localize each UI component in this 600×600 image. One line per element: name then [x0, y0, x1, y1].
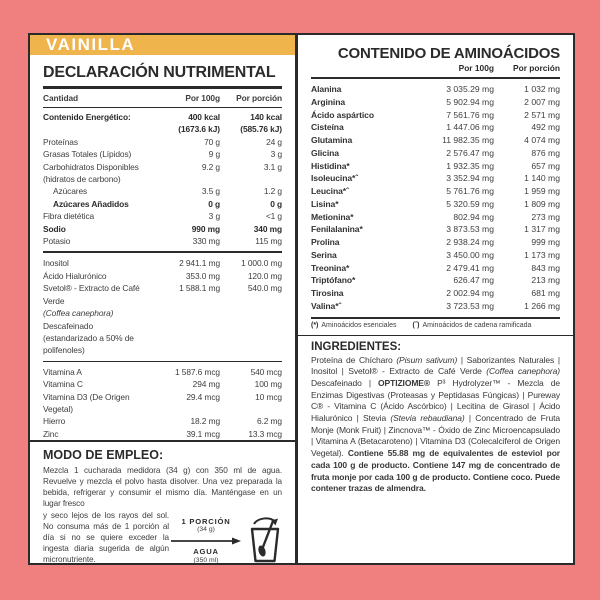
amino-row-triptofano [311, 274, 560, 287]
row-value-portion: 876 mg [531, 147, 560, 158]
row-value-portion [220, 307, 282, 332]
table-row-svetol-standard-note [43, 332, 282, 357]
usage-text: Mezcla 1 cucharada medidora (34 g) con 350 ml de agua. Revuelve y mezcla el polvo hasta disolver. Una vez preparada la bebida, refrigerar y consumir el mismo día. Manténgase en un lugar fresco [43, 466, 282, 509]
row-value-portion: 1 266 mg [524, 300, 560, 311]
ingredients-segment: P³ Hydrolyzer™ - Mezcla de Enzimas Digestivas (Proteasas y Peptidasas Fúngicas) | Pureway C® - Vitamina C (Ácido Ascórbico) | Lecitina de Girasol | Ácido Hialurónico | Stevia [311, 377, 561, 424]
latin-name: (Coffea canephora) [43, 308, 114, 319]
footnote-text: Aminoácidos esenciales [321, 321, 397, 329]
amino-row-isoleucina [311, 172, 560, 185]
amino-row-metionina [311, 211, 560, 224]
row-value-100g: 3 450.00 mg [446, 249, 494, 260]
row-label: Fenilalanina* [311, 224, 363, 235]
row-value-portion: (585.76 kJ) [240, 124, 282, 135]
row-value-portion: 100 mg [254, 379, 282, 390]
divider [311, 77, 560, 79]
row-value-portion: 1 032 mg [524, 84, 560, 94]
table-row-iron [43, 415, 282, 427]
row-label: Vitamina D3 (De Origen Vegetal) [43, 391, 130, 414]
row-label [43, 123, 148, 135]
row-value-100g: 400 kcal [188, 112, 220, 122]
row-value-100g: 3 723.53 mg [446, 300, 494, 311]
preparation-diagram [169, 510, 282, 565]
usage-bottom-row [43, 510, 282, 565]
row-value-portion: 4 074 mg [524, 135, 560, 145]
divider [43, 86, 282, 89]
nutrition-column [30, 35, 298, 563]
row-value-portion: 3.1 g [263, 161, 282, 172]
usage-instructions-section [30, 440, 295, 573]
amino-row-treonina [311, 262, 560, 275]
label-panel [28, 33, 575, 565]
nutrition-facts-section [30, 55, 295, 440]
row-value-100g: 18.2 mg [190, 416, 220, 427]
row-value-portion: 273 mg [531, 211, 560, 222]
row-value-portion: 681 mg [531, 288, 560, 298]
col-header-per100g: Por 100g [185, 93, 220, 103]
row-value-portion: 540.0 mg [247, 283, 282, 294]
row-label: Ácido aspártico [311, 109, 374, 120]
amino-row-cisteina [311, 121, 560, 134]
row-value-100g: 5 902.94 mg [446, 96, 494, 107]
amino-acids-title: CONTENIDO DE AMINOÁCIDOS [337, 45, 560, 62]
row-label: Metionina* [311, 211, 354, 222]
ingredients-segment-latin: (Coffea canephora) [486, 366, 560, 377]
row-value-portion: 120.0 mg [247, 270, 282, 281]
row-label: Fibra dietética [43, 211, 95, 222]
footnote-marker: (*) [311, 321, 319, 329]
row-label: Grasas Totales (Lípidos) [43, 149, 132, 160]
table-row-sodium [43, 223, 282, 235]
row-value-portion: 2 007 mg [524, 96, 560, 107]
amino-row-prolina [311, 236, 560, 249]
table-row-svetol-subnote [43, 307, 282, 332]
table-row-vitamin-c [43, 378, 282, 390]
row-label: Serina [311, 249, 337, 260]
row-value-portion: 1 809 mg [524, 198, 560, 209]
table-row-carbs-subnote [43, 173, 282, 185]
row-value-portion: 140 kcal [250, 112, 282, 122]
row-value-100g [148, 173, 220, 185]
amino-row-glutamina [311, 134, 560, 147]
row-value-portion: 1 000.0 mg [241, 258, 282, 269]
row-label: Azúcares Añadidos [53, 198, 129, 209]
row-value-100g: 7 561.76 mg [446, 109, 494, 120]
row-label: Contenido Energético: [43, 112, 131, 122]
row-value-100g: 3 035.29 mg [446, 84, 494, 94]
ingredients-segment: Descafeinado | [311, 377, 379, 388]
row-label: Zinc [43, 428, 59, 439]
row-value-portion: 1 959 mg [524, 186, 560, 196]
row-value-100g: 2 002.94 mg [446, 288, 494, 298]
row-label: Inositol [43, 258, 69, 269]
row-value-100g [148, 332, 220, 357]
row-value-portion: 999 mg [531, 237, 560, 247]
stir-cup-icon [248, 515, 282, 565]
row-label: Arginina [311, 96, 346, 107]
arrow-right-icon [171, 537, 241, 545]
ingredients-section [298, 335, 573, 503]
ingredients-segment: | Saborizantes Naturales | Inositol | Svetol® - Extracto de Café Verde [311, 354, 560, 377]
row-value-100g: 11 982.35 mg [442, 135, 494, 145]
table-row-energy-kj [43, 123, 282, 135]
footnote-text: Aminoácidos de cadena ramificada [422, 321, 532, 329]
row-label: Vitamina C [43, 379, 83, 390]
ingredients-segment: Proteína de Chícharo [311, 354, 397, 365]
row-value-portion: 13.3 mcg [248, 428, 282, 439]
table-row-potassium [43, 235, 282, 247]
row-value-portion: 492 mg [531, 122, 560, 133]
row-value-100g: 3 g [208, 211, 220, 222]
table-row-fat [43, 148, 282, 160]
portion-label: 1 PORCIÓN [181, 516, 231, 526]
row-value-100g: 5 761.76 mg [446, 186, 494, 196]
row-label: (hidratos de carbono) [43, 174, 121, 185]
row-label: Glicina [311, 147, 339, 158]
row-value-100g: 1 587.6 mcg [175, 366, 220, 377]
table-row-svetol [43, 282, 282, 307]
row-value-100g: 70 g [204, 136, 220, 147]
usage-text-continued: y seco lejos de los rayos del sol. No consuma más de 1 porción al día si no se quiere exceder la ingesta diaria sugerida de algún micronutriente. [43, 511, 169, 565]
amino-row-leucina [311, 185, 560, 198]
row-label: Cisteína [311, 122, 344, 133]
row-label: Proteínas [43, 136, 78, 147]
row-value-100g: 1 932.35 mg [446, 160, 494, 171]
row-label: Lisina* [311, 198, 339, 209]
row-label: Treonina* [311, 262, 350, 273]
portion-amount: (34 g) [197, 525, 215, 533]
row-value-portion: 10 mcg [255, 391, 282, 402]
col-header-portion: Por porción [513, 63, 560, 73]
row-value-100g: 5 320.59 mg [446, 198, 494, 209]
row-label: (estandarizado a 50% de polifenoles) [43, 332, 134, 356]
row-value-portion: 0 g [270, 198, 282, 209]
amino-table-header-row [311, 63, 560, 73]
row-value-portion: 213 mg [531, 275, 560, 286]
row-value-100g: 39.1 mcg [186, 428, 220, 439]
row-value-100g: 1 588.1 mg [179, 283, 220, 294]
table-row-added-sugars [43, 198, 282, 210]
row-value-100g: 1 447.06 mg [446, 122, 494, 133]
row-value-portion [220, 173, 282, 185]
row-label: Hierro [43, 416, 66, 427]
row-value-portion: 1.2 g [263, 186, 282, 197]
row-label: Valina*ˆ [311, 300, 342, 311]
row-label: Potasio [43, 236, 71, 247]
row-value-100g: 2 941.1 mg [179, 258, 220, 269]
row-value-portion: 3 g [270, 149, 282, 160]
row-value-100g: 2 576.47 mg [446, 147, 494, 158]
table-row-vitamin-d3 [43, 391, 282, 416]
row-value-100g: 802.94 mg [453, 211, 494, 222]
amino-row-serina [311, 249, 560, 262]
row-value-100g: 626.47 mg [453, 275, 494, 286]
row-value-100g: 9 g [208, 149, 220, 160]
table-row-protein [43, 136, 282, 148]
water-label: AGUA [193, 546, 219, 556]
usage-title: MODO DE EMPLEO: [43, 448, 164, 463]
row-value-portion: 1 173 mg [524, 249, 560, 260]
row-value-100g: 294 mg [192, 379, 220, 390]
col-header-quantity: Cantidad [43, 93, 79, 103]
row-value-100g: 2 479.41 mg [446, 262, 494, 273]
table-row-energy [43, 111, 282, 123]
footnote-branched [413, 322, 532, 329]
row-label: Prolina [311, 237, 340, 247]
amino-row-aspartico [311, 109, 560, 122]
row-value-portion: 115 mg [255, 236, 282, 247]
table-row-carbs [43, 161, 282, 173]
ingredients-segment-latin: (Pisum sativum) [396, 354, 458, 365]
row-label: Sodio [43, 223, 66, 234]
ingredients-segment-contains: Contiene 55.88 mg de equivalentes de esteviol por cada 100 g de producto. Contiene 147 mg de concentrado de fruta monje por cada 100 g de producto. Contiene coco. Puede contener trazas de almendra. [311, 448, 560, 494]
row-value-100g [148, 307, 220, 332]
row-label-rest: Descafeinado [43, 320, 94, 331]
nutrition-facts-title: DECLARACIÓN NUTRIMENTAL [43, 64, 276, 81]
row-value-100g: 2 938.24 mg [446, 237, 494, 247]
amino-row-glicina [311, 147, 560, 160]
col-header-portion: Por porción [236, 93, 282, 103]
footnotes-row [311, 319, 560, 332]
table-row-vitamin-a [43, 366, 282, 378]
flavor-name: VAINILLA [46, 35, 136, 54]
row-value-portion: <1 g [265, 211, 282, 222]
flavor-band [30, 35, 295, 55]
row-label [43, 307, 148, 332]
row-label: Triptófano* [311, 275, 356, 286]
amino-row-histidina [311, 160, 560, 173]
footnote-essential [311, 322, 397, 329]
table-row-fiber [43, 210, 282, 222]
row-value-portion: 1 140 mg [524, 173, 560, 184]
divider [43, 251, 282, 253]
row-value-portion [220, 332, 282, 357]
table-header-row [43, 92, 282, 105]
ingredients-text [311, 355, 560, 495]
row-label: Ácido Hialurónico [43, 270, 107, 281]
amino-row-fenilalanina [311, 223, 560, 236]
row-value-100g: 330 mg [192, 236, 220, 247]
row-value-100g: 3 873.53 mg [446, 224, 494, 235]
row-label: Tirosina [311, 288, 344, 298]
row-value-portion: 6.2 mg [256, 416, 282, 427]
amino-row-valina [311, 300, 560, 313]
amino-row-lisina [311, 198, 560, 211]
water-amount: (350 ml) [193, 556, 219, 564]
row-value-portion: 24 g [266, 136, 282, 147]
preparation-steps [169, 517, 243, 564]
row-value-portion: 340 mg [253, 223, 282, 234]
row-label: Azúcares [53, 186, 88, 197]
row-value-100g: 29.4 mcg [186, 391, 220, 402]
divider [43, 107, 282, 108]
ingredients-segment-latin: (Stevia rebaudiana) [390, 413, 465, 424]
row-value-portion: 843 mg [531, 262, 560, 273]
row-label: Histidina* [311, 160, 350, 171]
col-header-per100g: Por 100g [458, 63, 494, 73]
amino-row-alanina [311, 83, 560, 96]
row-value-100g: 353.0 mg [185, 270, 220, 281]
amino-acids-column [298, 35, 573, 563]
row-value-100g: 3.5 g [201, 186, 220, 197]
row-label: Alanina [311, 84, 342, 94]
ingredients-segment: | Concentrado de Fruta Monje (Monk Fruit) | Zincnova™ - Óxido de Zinc Microencapsulado | Vitamina A (Betacaroteno) | Vitamina D3 (Colecalciferol de Origen Vegetal). [311, 413, 560, 459]
table-row-inositol [43, 257, 282, 269]
row-value-portion: 657 mg [531, 160, 560, 171]
row-label: Vitamina A [43, 366, 82, 377]
row-value-portion: 540 mcg [250, 366, 282, 377]
table-row-zinc [43, 428, 282, 440]
row-label: Isoleucina*ˆ [311, 173, 359, 184]
row-label: Svetol® - Extracto de Café Verde [43, 283, 140, 306]
table-row-sugars [43, 185, 282, 197]
ingredients-segment-brand: OPTIZIOME® [378, 377, 431, 388]
row-label: Carbohidratos Disponibles [43, 161, 139, 172]
amino-row-arginina [311, 96, 560, 109]
ingredients-title: INGREDIENTES: [311, 340, 402, 353]
row-label: Leucina*ˆ [311, 186, 349, 196]
row-value-100g: 0 g [208, 198, 220, 209]
row-value-portion: 2 571 mg [524, 109, 560, 120]
row-value-100g: (1673.6 kJ) [178, 124, 220, 135]
divider [43, 361, 282, 362]
footnote-marker: (ˆ) [412, 321, 420, 329]
row-value-100g: 9.2 g [201, 161, 220, 172]
table-row-hyaluronic [43, 270, 282, 282]
row-value-100g: 990 mg [191, 223, 220, 234]
amino-row-tirosina [311, 287, 560, 300]
row-value-100g: 3 352.94 mg [446, 173, 494, 184]
row-value-portion: 1 317 mg [524, 224, 560, 235]
row-label: Glutamina [311, 135, 353, 145]
